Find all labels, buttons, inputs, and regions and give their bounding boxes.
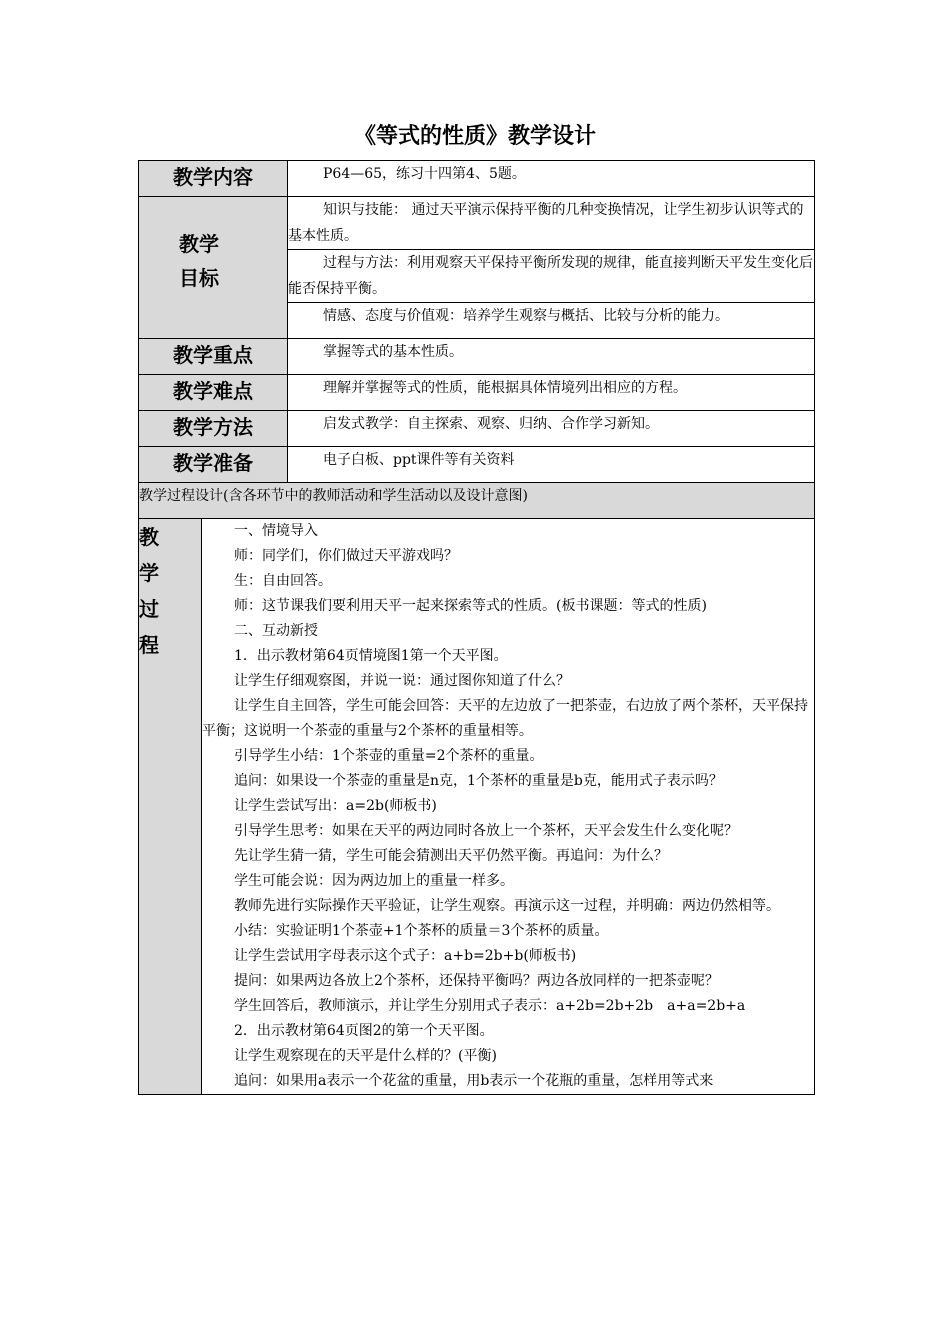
process-line: 提问：如果两边各放上2个茶杯，还保持平衡吗？两边各放同样的一把茶壶呢？: [234, 973, 719, 989]
process-header: 教学过程设计(含各环节中的教师活动和学生活动以及设计意图): [139, 483, 815, 519]
prep-label: 教学准备: [139, 447, 288, 483]
process-line: 让学生仔细观察图，并说一说：通过图你知道了什么？: [234, 673, 570, 689]
lesson-plan-table: [138, 160, 815, 1095]
content-label: 教学内容: [139, 161, 288, 197]
process-content: [202, 519, 815, 1095]
process-line: 教师先进行实际操作天平验证，让学生观察。再演示这一过程，并明确：两边仍然相等。: [234, 898, 780, 914]
process-label: 教 学 过 程: [139, 519, 202, 1095]
process-line: 追问：如果设一个茶壶的重量是n克，1个茶杯的重量是b克，能用式子表示吗？: [234, 773, 723, 789]
process-line: 让学生尝试写出：a=2b(师板书): [234, 798, 437, 814]
process-line: 引导学生思考：如果在天平的两边同时各放上一个茶杯，天平会发生什么变化呢？: [234, 823, 738, 839]
goal-process: 过程与方法：利用观察天平保持平衡所发现的规律，能直接判断天平发生变化后能否保持平衡。: [288, 250, 815, 303]
process-line: 学生回答后，教师演示，并让学生分别用式子表示：a+2b=2b+2b a+a=2b+a: [234, 998, 746, 1014]
prep-value: 电子白板、ppt课件等有关资料: [288, 447, 815, 483]
process-line: 引导学生小结：1个茶壶的重量=2个茶杯的重量。: [234, 748, 544, 764]
goal-attitude: 情感、态度与价值观：培养学生观察与概括、比较与分析的能力。: [288, 303, 815, 339]
process-line: 追问：如果用a表示一个花盆的重量，用b表示一个花瓶的重量，怎样用等式来: [234, 1073, 714, 1089]
process-line: 学生可能会说：因为两边加上的重量一样多。: [234, 873, 514, 889]
key-label: 教学重点: [139, 339, 288, 375]
method-value: 启发式教学：自主探索、观察、归纳、合作学习新知。: [288, 411, 815, 447]
method-label: 教学方法: [139, 411, 288, 447]
difficult-value: 理解并掌握等式的性质，能根据具体情境列出相应的方程。: [288, 375, 815, 411]
process-line: 让学生尝试用字母表示这个式子：a+b=2b+b(师板书): [234, 948, 577, 964]
content-value: P64—65，练习十四第4、5题。: [288, 161, 815, 197]
goals-label: 教学 目标: [139, 197, 288, 339]
process-line: 生：自由回答。: [234, 573, 332, 589]
difficult-label: 教学难点: [139, 375, 288, 411]
process-line: 让学生自主回答，学生可能会回答：天平的左边放了一把茶壶，右边放了两个茶杯，天平保持平衡；这说明一个茶壶的重量与2个茶杯的重量相等。: [202, 698, 808, 739]
process-line: 先让学生猜一猜，学生可能会猜测出天平仍然平衡。再追问：为什么？: [234, 848, 668, 864]
process-line: 二、互动新授: [234, 623, 318, 639]
process-line: 让学生观察现在的天平是什么样的？(平衡): [234, 1048, 497, 1064]
page-title: 《等式的性质》教学设计: [353, 124, 596, 149]
process-line: 小结：实验证明1个茶壶+1个茶杯的质量＝3个茶杯的质量。: [234, 923, 609, 939]
key-value: 掌握等式的基本性质。: [288, 339, 815, 375]
process-line: 师：这节课我们要利用天平一起来探索等式的性质。(板书课题：等式的性质): [234, 598, 707, 614]
goal-knowledge: 知识与技能： 通过天平演示保持平衡的几种变换情况，让学生初步认识等式的基本性质。: [288, 197, 815, 250]
process-line: 师：同学们，你们做过天平游戏吗？: [234, 548, 458, 564]
process-line: 2．出示教材第64页图2的第一个天平图。: [234, 1023, 494, 1039]
process-line: 一、情境导入: [234, 523, 318, 539]
process-line: 1．出示教材第64页情境图1第一个天平图。: [234, 648, 508, 664]
